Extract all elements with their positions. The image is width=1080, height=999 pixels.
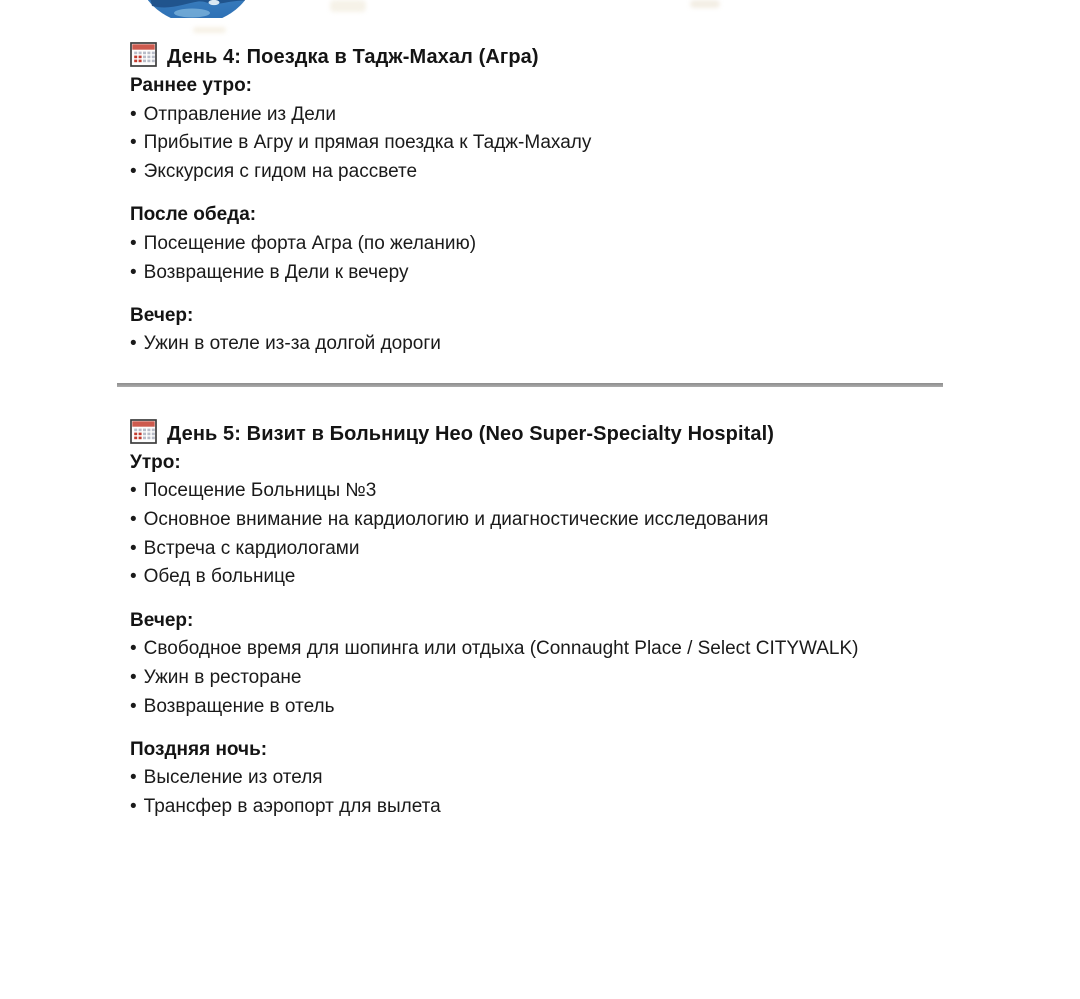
image-artifact	[330, 0, 366, 12]
bullet-marker: •	[130, 638, 137, 660]
list-item	[130, 793, 960, 822]
list-item	[130, 535, 960, 564]
list-item	[130, 635, 960, 664]
section-heading: Утро:	[130, 451, 181, 473]
bullet-marker: •	[130, 333, 137, 355]
list-item-text: Отправление из Дели	[143, 103, 336, 125]
calendar-icon	[130, 419, 157, 444]
list-item-text: Ужин в отеле из-за долгой дороги	[143, 333, 441, 355]
bullet-marker: •	[130, 261, 137, 283]
list-item-text: Свободное время для шопинга или отдыха (Connaught Place / Select CITYWALK)	[143, 638, 859, 660]
calendar-icon	[130, 42, 157, 67]
list-item-text: Выселение из отеля	[143, 767, 323, 789]
bullet-marker: •	[130, 480, 137, 502]
list-item-text: Возвращение в отель	[143, 695, 335, 717]
bullet-marker: •	[130, 767, 137, 789]
bullet-marker: •	[130, 796, 137, 818]
list-item-text: Ужин в ресторане	[143, 666, 302, 688]
list-item	[130, 330, 960, 359]
list-item-text: Посещение Больницы №3	[143, 480, 377, 502]
bullet-marker: •	[130, 103, 137, 125]
list-item	[130, 477, 960, 506]
day-block-5	[130, 419, 960, 822]
bullet-marker: •	[130, 566, 137, 588]
list-item	[130, 230, 960, 259]
bullet-marker: •	[130, 132, 137, 154]
day-5-title-text: День 5: Визит в Больницу Нео (Neo Super-Specialty Hospital)	[167, 422, 775, 445]
section-heading: Раннее утро:	[130, 75, 252, 96]
bullet-marker: •	[130, 666, 137, 688]
section-heading: Поздняя ночь:	[130, 738, 268, 760]
list-item-text: Возвращение в Дели к вечеру	[143, 261, 409, 283]
image-artifact	[690, 0, 720, 8]
section-heading: После обеда:	[130, 204, 257, 226]
bullet-marker: •	[130, 537, 137, 559]
day-4-heading	[130, 42, 960, 72]
bullet-marker: •	[130, 232, 137, 254]
document-content	[130, 42, 960, 822]
image-artifact	[193, 27, 226, 33]
list-item-text: Экскурсия с гидом на рассвете	[143, 161, 418, 183]
day-block-4	[130, 42, 960, 359]
day-4-title-text: День 4: Поездка в Тадж-Махал (Агра)	[167, 46, 539, 68]
bullet-marker: •	[130, 509, 137, 531]
list-item	[130, 693, 960, 722]
list-item	[130, 664, 960, 693]
list-item	[130, 563, 960, 592]
day-5-heading	[130, 419, 960, 449]
globe-logo-icon	[148, 0, 245, 18]
list-item	[130, 129, 960, 158]
bullet-marker: •	[130, 161, 137, 183]
section-divider	[117, 383, 943, 388]
list-item	[130, 158, 960, 187]
list-item-text: Основное внимание на кардиологию и диагностические исследования	[143, 509, 769, 531]
section-heading: Вечер:	[130, 609, 194, 631]
list-item-text: Посещение форта Агра (по желанию)	[143, 232, 477, 254]
list-item-text: Прибытие в Агру и прямая поездка к Тадж-Махалу	[143, 132, 592, 154]
list-item	[130, 764, 960, 793]
bullet-marker: •	[130, 695, 137, 717]
list-item	[130, 101, 960, 130]
list-item-text: Встреча с кардиологами	[143, 537, 360, 559]
list-item	[130, 259, 960, 288]
list-item-text: Трансфер в аэропорт для вылета	[143, 796, 441, 818]
list-item	[130, 506, 960, 535]
section-heading: Вечер:	[130, 304, 194, 326]
list-item-text: Обед в больнице	[143, 566, 296, 588]
